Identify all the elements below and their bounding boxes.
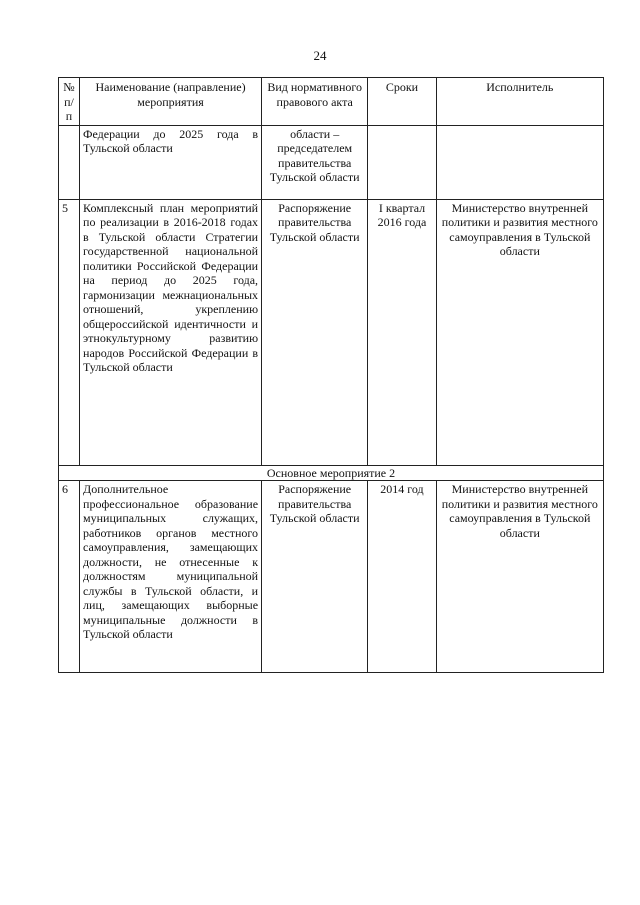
header-num: № п/п	[59, 78, 80, 126]
row-name: Комплексный план мероприятий по реализации в 2016-2018 годах в Тульской области Стратегии государственной национальной политики Российской Федерации на период до 2025 года, гармонизации межнациональных отношений, укреплению общероссийской идентичности и этнокультурному развитию народов Российской Федерации в Тульской области	[80, 199, 262, 465]
page-number: 24	[313, 48, 327, 63]
row-act: области – председателем правительства Тульской области	[262, 125, 368, 199]
row-name: Дополнительное профессиональное образование муниципальных служащих, работников органов местного самоуправления, замещающих должности, не отнесенные к должностям муниципальной службы в Тульской области, и лиц, замещающих выборные муниципальные должности в Тульской области	[80, 481, 262, 673]
row-executor	[436, 125, 603, 199]
row-act: Распоряжение правительства Тульской области	[262, 199, 368, 465]
row-num: 6	[59, 481, 80, 673]
measures-table	[58, 77, 604, 673]
row-num: 5	[59, 199, 80, 465]
row-term: I квартал 2016 года	[368, 199, 436, 465]
table-row	[59, 125, 604, 199]
row-name: Федерации до 2025 года в Тульской области	[80, 125, 262, 199]
row-executor: Министерство внутренней политики и развития местного самоуправления в Тульской области	[436, 481, 603, 673]
table-row	[59, 199, 604, 465]
header-executor: Исполнитель	[436, 78, 603, 126]
table-row	[59, 481, 604, 673]
header-term: Сроки	[368, 78, 436, 126]
row-executor: Министерство внутренней политики и развития местного самоуправления в Тульской области	[436, 199, 603, 465]
section-title: Основное мероприятие 2	[59, 465, 604, 481]
table-header-row	[59, 78, 604, 126]
row-term	[368, 125, 436, 199]
row-term: 2014 год	[368, 481, 436, 673]
header-act: Вид нормативного правового акта	[262, 78, 368, 126]
header-name: Наименование (направление) мероприятия	[80, 78, 262, 126]
row-act: Распоряжение правительства Тульской области	[262, 481, 368, 673]
section-row	[59, 465, 604, 481]
row-num	[59, 125, 80, 199]
